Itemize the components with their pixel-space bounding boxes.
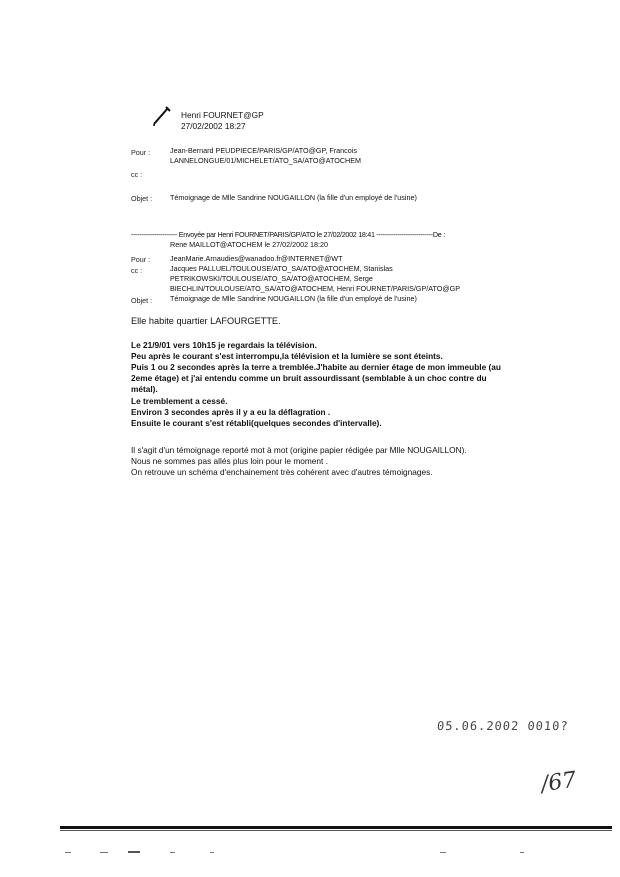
recipient-line-2: LANNELONGUE/01/MICHELET/ATO_SA/ATO@ATOCHEM — [170, 156, 362, 165]
forward-recipient: JeanMarie.Arnaudies@wanadoo.fr@INTERNET@WT — [170, 254, 343, 263]
closing-line-2: Nous ne sommes pas allés plus loin pour le moment . — [131, 456, 328, 466]
scan-specks — [60, 850, 560, 856]
intro-line: Elle habite quartier LAFOURGETTE. — [131, 316, 281, 326]
subject: Témoignage de Mlle Sandrine NOUGAILLON (la fille d'un employé de l'usine) — [170, 193, 417, 202]
testimony-line-1: Le 21/9/01 vers 10h15 je regardais la télévision. — [131, 340, 317, 350]
testimony-line-7: Environ 3 secondes après il y a eu la déflagration . — [131, 407, 331, 417]
forward-cc-line-1: Jacques PALLUEL/TOULOUSE/ATO_SA/ATO@ATOCHEM, Stanislas — [170, 264, 393, 273]
testimony-line-6: Le tremblement a cessé. — [131, 396, 228, 406]
sender-name: Henri FOURNET@GP — [181, 110, 264, 120]
cc-label: cc : — [131, 170, 143, 179]
closing-line-3: On retrouve un schéma d'enchainement très cohérent avec d'autres témoignages. — [131, 467, 433, 477]
testimony-line-3: Puis 1 ou 2 secondes après la terre a tremblée.J'habite au dernier étage de mon immeuble (au — [131, 362, 501, 372]
forward-subject: Témoignage de Mlle Sandrine NOUGAILLON (la fille d'un employé de l'usine) — [170, 294, 417, 303]
testimony-line-8: Ensuite le courant s'est rétabli(quelques secondes d'intervalle). — [131, 418, 382, 428]
testimony-line-5: métal). — [131, 384, 158, 394]
recipient-line-1: Jean-Bernard PEUDPIECE/PARIS/GP/ATO@GP, Francois — [170, 146, 357, 155]
sent-date: 27/02/2002 18:27 — [181, 121, 246, 131]
bottom-rule-thin — [60, 830, 612, 831]
forward-line: ---------------------- Envoyée par Henri FOURNET/PARIS/GP/ATO le 27/02/2002 18:41 ---------------------------De : — [131, 230, 445, 239]
pour-label: Pour : — [131, 148, 151, 157]
handwritten-page-number: /67 — [539, 767, 578, 798]
forward-pour-label: Pour : — [131, 255, 151, 264]
objet-label: Objet : — [131, 194, 153, 203]
bottom-rule — [60, 826, 612, 829]
testimony-line-4: 2eme étage) et j'ai entendu comme un bruit assourdissant (semblable à un choc contre du — [131, 373, 487, 383]
closing-line-1: Il s'agit d'un témoignage reporté mot à mot (origine papier rédigée par Mlle NOUGAILLON). — [131, 445, 467, 455]
forward-cc-line-2: PETRIKOWSKI/TOULOUSE/ATO_SA/ATO@ATOCHEM, Serge — [170, 274, 373, 283]
forward-cc-line-3: BIECHLIN/TOULOUSE/ATO_SA/ATO@ATOCHEM, Henri FOURNET/PARIS/GP/ATO@GP — [170, 284, 461, 293]
reception-stamp: 05.06.2002 0010? — [436, 719, 570, 733]
testimony-line-2: Peu après le courant s'est interrompu,la télévision et la lumière se sont éteints. — [131, 351, 443, 361]
forward-cc-label: cc : — [131, 266, 143, 275]
forward-objet-label: Objet : — [131, 296, 153, 305]
original-sender: Rene MAILLOT@ATOCHEM le 27/02/2002 18:20 — [170, 240, 329, 249]
pen-icon — [150, 105, 172, 127]
